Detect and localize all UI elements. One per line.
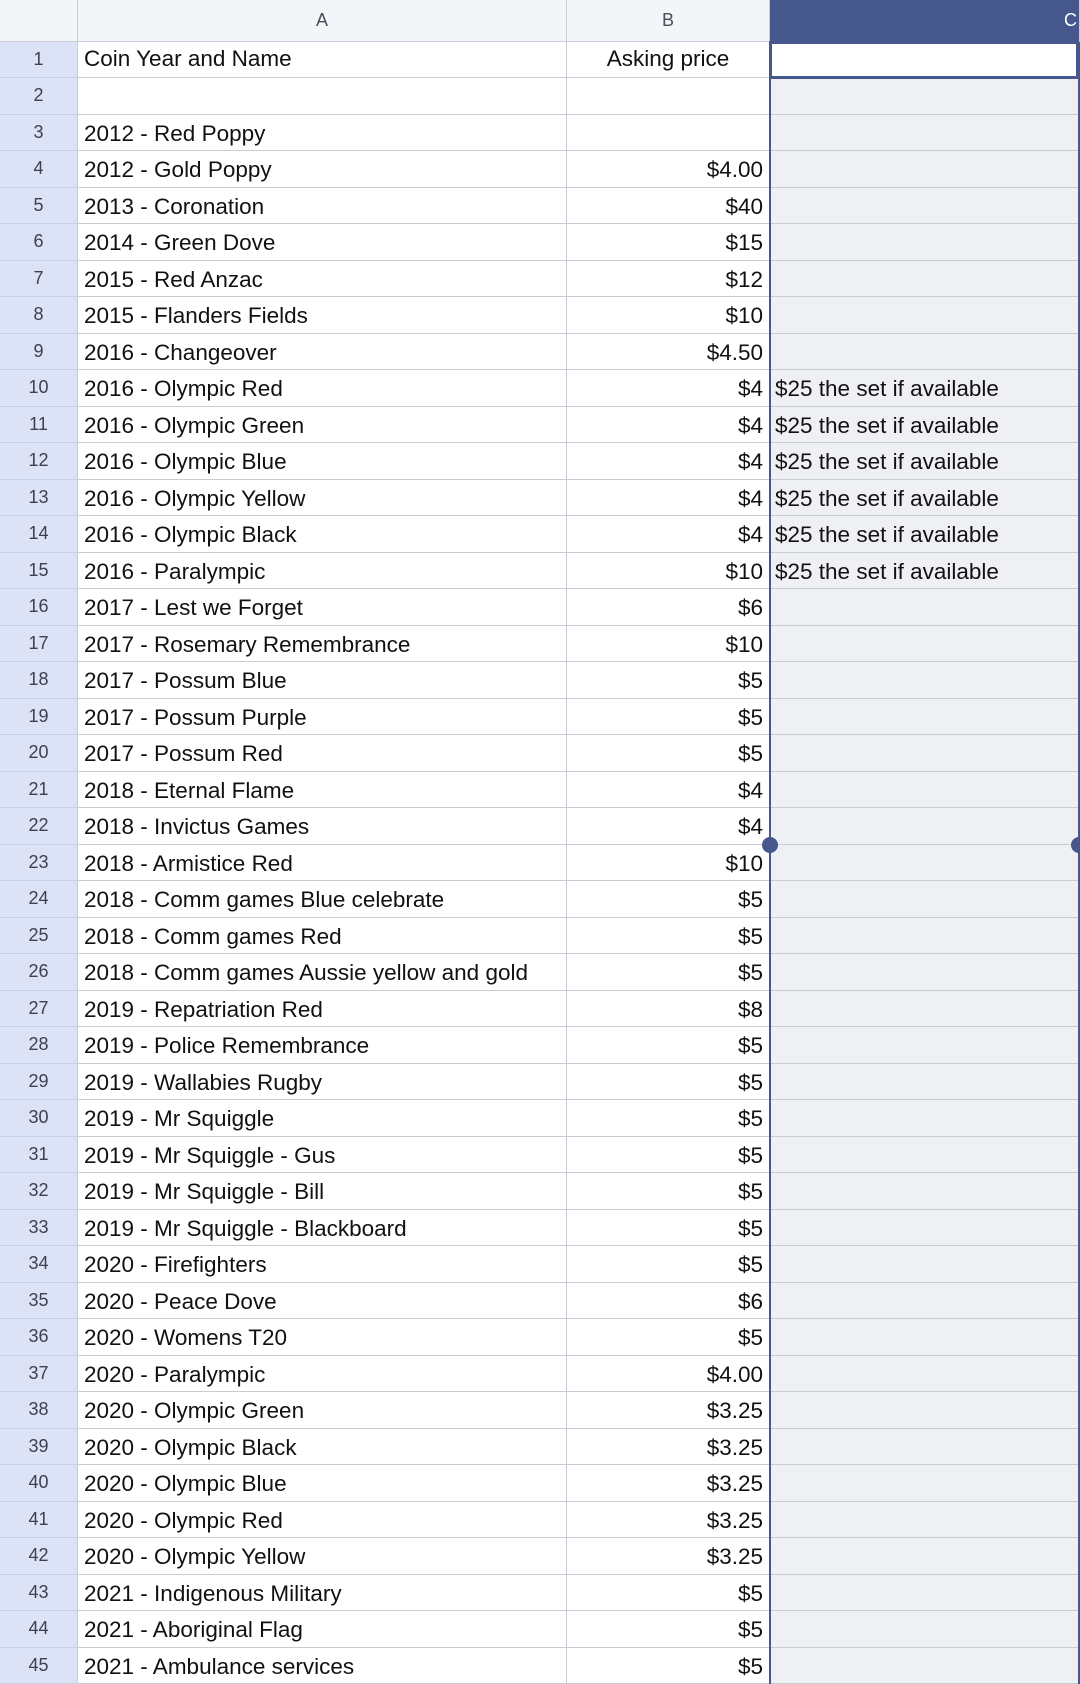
row-header[interactable]: 16 [0,589,78,626]
row-header[interactable]: 34 [0,1246,78,1283]
note-cell[interactable] [770,1575,1080,1612]
column-header-a[interactable]: A [78,0,567,42]
row-header[interactable]: 29 [0,1064,78,1101]
row-header[interactable]: 24 [0,881,78,918]
asking-price-cell[interactable]: $5 [567,881,770,918]
row-header[interactable]: 26 [0,954,78,991]
row-header[interactable]: 2 [0,78,78,115]
coin-name-cell[interactable]: 2016 - Changeover [78,334,567,371]
asking-price-cell[interactable]: $5 [567,1137,770,1174]
header-coin-name-cell[interactable]: Coin Year and Name [78,42,567,78]
coin-name-cell[interactable]: 2016 - Olympic Blue [78,443,567,480]
row-header[interactable]: 39 [0,1429,78,1466]
asking-price-cell[interactable]: $3.25 [567,1429,770,1466]
row-header[interactable]: 43 [0,1575,78,1612]
row-header[interactable]: 20 [0,735,78,772]
asking-price-cell[interactable]: $15 [567,224,770,261]
note-cell[interactable]: $25 the set if available [770,516,1080,553]
note-cell[interactable] [770,115,1080,152]
header-asking-price-cell[interactable]: Asking price [567,42,770,78]
coin-name-cell[interactable]: 2012 - Gold Poppy [78,151,567,188]
asking-price-cell[interactable]: $3.25 [567,1465,770,1502]
asking-price-cell[interactable]: $5 [567,662,770,699]
coin-name-cell[interactable]: 2014 - Green Dove [78,224,567,261]
note-cell[interactable] [770,991,1080,1028]
asking-price-cell[interactable]: $3.25 [567,1392,770,1429]
note-cell[interactable] [770,1356,1080,1393]
coin-name-cell[interactable]: 2020 - Olympic Blue [78,1465,567,1502]
asking-price-cell[interactable] [567,115,770,152]
coin-name-cell[interactable]: 2020 - Womens T20 [78,1319,567,1356]
note-cell[interactable] [770,334,1080,371]
asking-price-cell[interactable]: $5 [567,1100,770,1137]
asking-price-cell[interactable]: $5 [567,1246,770,1283]
note-cell[interactable] [770,954,1080,991]
asking-price-cell[interactable]: $4 [567,370,770,407]
coin-name-cell[interactable]: 2020 - Olympic Yellow [78,1538,567,1575]
note-cell[interactable] [770,808,1080,845]
note-cell[interactable]: $25 the set if available [770,443,1080,480]
asking-price-cell[interactable] [567,78,770,115]
column-header-b[interactable]: B [567,0,770,42]
note-cell[interactable] [770,1137,1080,1174]
note-cell[interactable]: $25 the set if available [770,553,1080,590]
row-header[interactable]: 6 [0,224,78,261]
coin-name-cell[interactable]: 2020 - Olympic Black [78,1429,567,1466]
note-cell[interactable] [770,297,1080,334]
coin-name-cell[interactable]: 2020 - Olympic Red [78,1502,567,1539]
coin-name-cell[interactable]: 2020 - Peace Dove [78,1283,567,1320]
coin-name-cell[interactable]: 2019 - Repatriation Red [78,991,567,1028]
row-header[interactable]: 41 [0,1502,78,1539]
note-cell[interactable] [770,1465,1080,1502]
note-cell[interactable] [770,1100,1080,1137]
row-header[interactable]: 4 [0,151,78,188]
coin-name-cell[interactable]: 2017 - Possum Red [78,735,567,772]
note-cell[interactable] [770,918,1080,955]
coin-name-cell[interactable]: 2018 - Comm games Red [78,918,567,955]
asking-price-cell[interactable]: $4.00 [567,1356,770,1393]
asking-price-cell[interactable]: $10 [567,845,770,882]
note-cell[interactable] [770,151,1080,188]
asking-price-cell[interactable]: $5 [567,954,770,991]
asking-price-cell[interactable]: $4.00 [567,151,770,188]
asking-price-cell[interactable]: $8 [567,991,770,1028]
asking-price-cell[interactable]: $12 [567,261,770,298]
coin-name-cell[interactable]: 2020 - Paralympic [78,1356,567,1393]
row-header[interactable]: 9 [0,334,78,371]
row-header[interactable]: 7 [0,261,78,298]
row-header[interactable]: 38 [0,1392,78,1429]
asking-price-cell[interactable]: $6 [567,1283,770,1320]
coin-name-cell[interactable]: 2017 - Possum Blue [78,662,567,699]
row-header[interactable]: 23 [0,845,78,882]
column-header-c[interactable]: C [770,0,1080,42]
asking-price-cell[interactable]: $5 [567,735,770,772]
asking-price-cell[interactable]: $6 [567,589,770,626]
note-cell[interactable] [770,1611,1080,1648]
row-header[interactable]: 35 [0,1283,78,1320]
row-header[interactable]: 13 [0,480,78,517]
note-cell[interactable] [770,589,1080,626]
asking-price-cell[interactable]: $4 [567,407,770,444]
asking-price-cell[interactable]: $5 [567,1173,770,1210]
row-header[interactable]: 1 [0,42,78,78]
note-cell[interactable] [770,881,1080,918]
asking-price-cell[interactable]: $5 [567,699,770,736]
row-header[interactable]: 27 [0,991,78,1028]
row-header[interactable]: 21 [0,772,78,809]
coin-name-cell[interactable]: 2015 - Flanders Fields [78,297,567,334]
coin-name-cell[interactable]: 2013 - Coronation [78,188,567,225]
row-header[interactable]: 8 [0,297,78,334]
note-cell[interactable] [770,626,1080,663]
asking-price-cell[interactable]: $4 [567,808,770,845]
note-cell[interactable] [770,1392,1080,1429]
note-cell[interactable] [770,1502,1080,1539]
asking-price-cell[interactable]: $5 [567,1319,770,1356]
coin-name-cell[interactable]: 2016 - Olympic Red [78,370,567,407]
row-header[interactable]: 30 [0,1100,78,1137]
selection-handle-left[interactable] [762,837,778,853]
selection-handle-right[interactable] [1071,837,1080,853]
note-cell[interactable] [770,224,1080,261]
coin-name-cell[interactable]: 2020 - Firefighters [78,1246,567,1283]
note-cell[interactable]: $25 the set if available [770,480,1080,517]
asking-price-cell[interactable]: $3.25 [567,1502,770,1539]
coin-name-cell[interactable]: 2019 - Wallabies Rugby [78,1064,567,1101]
active-cell-c1[interactable] [769,41,1079,79]
coin-name-cell[interactable]: 2019 - Mr Squiggle - Blackboard [78,1210,567,1247]
note-cell[interactable] [770,1173,1080,1210]
row-header[interactable]: 22 [0,808,78,845]
coin-name-cell[interactable]: 2021 - Ambulance services [78,1648,567,1684]
row-header[interactable]: 3 [0,115,78,152]
note-cell[interactable] [770,261,1080,298]
asking-price-cell[interactable]: $4 [567,516,770,553]
row-header[interactable]: 36 [0,1319,78,1356]
coin-name-cell[interactable]: 2021 - Indigenous Military [78,1575,567,1612]
coin-name-cell[interactable]: 2021 - Aboriginal Flag [78,1611,567,1648]
note-cell[interactable] [770,78,1080,115]
coin-name-cell[interactable]: 2018 - Eternal Flame [78,772,567,809]
row-header[interactable]: 19 [0,699,78,736]
row-header[interactable]: 15 [0,553,78,590]
asking-price-cell[interactable]: $4 [567,443,770,480]
note-cell[interactable] [770,772,1080,809]
note-cell[interactable] [770,699,1080,736]
note-cell[interactable] [770,735,1080,772]
asking-price-cell[interactable]: $4 [567,480,770,517]
note-cell[interactable] [770,1648,1080,1684]
row-header[interactable]: 5 [0,188,78,225]
asking-price-cell[interactable]: $5 [567,1027,770,1064]
note-cell[interactable] [770,1064,1080,1101]
asking-price-cell[interactable]: $3.25 [567,1538,770,1575]
coin-name-cell[interactable]: 2018 - Comm games Aussie yellow and gold [78,954,567,991]
note-cell[interactable] [770,1210,1080,1247]
asking-price-cell[interactable]: $5 [567,1210,770,1247]
coin-name-cell[interactable]: 2019 - Police Remembrance [78,1027,567,1064]
asking-price-cell[interactable]: $10 [567,626,770,663]
coin-name-cell[interactable]: 2019 - Mr Squiggle - Bill [78,1173,567,1210]
coin-name-cell[interactable]: 2018 - Comm games Blue celebrate [78,881,567,918]
asking-price-cell[interactable]: $5 [567,1575,770,1612]
coin-name-cell[interactable] [78,78,567,115]
row-header[interactable]: 33 [0,1210,78,1247]
row-header[interactable]: 18 [0,662,78,699]
asking-price-cell[interactable]: $4.50 [567,334,770,371]
coin-name-cell[interactable]: 2016 - Paralympic [78,553,567,590]
note-cell[interactable] [770,1027,1080,1064]
note-cell[interactable] [770,1283,1080,1320]
asking-price-cell[interactable]: $10 [567,553,770,590]
row-header[interactable]: 28 [0,1027,78,1064]
coin-name-cell[interactable]: 2017 - Possum Purple [78,699,567,736]
selection-border-left [769,42,771,1684]
row-header[interactable]: 12 [0,443,78,480]
select-all-corner[interactable] [0,0,78,42]
coin-name-cell[interactable]: 2017 - Lest we Forget [78,589,567,626]
row-header[interactable]: 40 [0,1465,78,1502]
asking-price-cell[interactable]: $40 [567,188,770,225]
note-cell[interactable] [770,662,1080,699]
row-header[interactable]: 10 [0,370,78,407]
note-cell[interactable]: $25 the set if available [770,370,1080,407]
row-header[interactable]: 14 [0,516,78,553]
note-cell[interactable] [770,845,1080,882]
coin-name-cell[interactable]: 2015 - Red Anzac [78,261,567,298]
note-cell[interactable] [770,1319,1080,1356]
coin-name-cell[interactable]: 2012 - Red Poppy [78,115,567,152]
asking-price-cell[interactable]: $5 [567,918,770,955]
asking-price-cell[interactable]: $10 [567,297,770,334]
coin-name-cell[interactable]: 2016 - Olympic Black [78,516,567,553]
note-cell[interactable] [770,1246,1080,1283]
asking-price-cell[interactable]: $5 [567,1611,770,1648]
asking-price-cell[interactable]: $5 [567,1064,770,1101]
row-header[interactable]: 25 [0,918,78,955]
coin-name-cell[interactable]: 2019 - Mr Squiggle - Gus [78,1137,567,1174]
note-cell[interactable] [770,1538,1080,1575]
note-cell[interactable]: $25 the set if available [770,407,1080,444]
note-cell[interactable] [770,188,1080,225]
coin-name-cell[interactable]: 2020 - Olympic Green [78,1392,567,1429]
coin-name-cell[interactable]: 2018 - Armistice Red [78,845,567,882]
row-header[interactable]: 32 [0,1173,78,1210]
asking-price-cell[interactable]: $4 [567,772,770,809]
asking-price-cell[interactable]: $5 [567,1648,770,1684]
row-header[interactable]: 42 [0,1538,78,1575]
row-header[interactable]: 45 [0,1648,78,1684]
coin-name-cell[interactable]: 2019 - Mr Squiggle [78,1100,567,1137]
coin-name-cell[interactable]: 2016 - Olympic Green [78,407,567,444]
row-header[interactable]: 44 [0,1611,78,1648]
coin-name-cell[interactable]: 2016 - Olympic Yellow [78,480,567,517]
note-cell[interactable] [770,1429,1080,1466]
row-header[interactable]: 17 [0,626,78,663]
row-header[interactable]: 31 [0,1137,78,1174]
row-header[interactable]: 11 [0,407,78,444]
coin-name-cell[interactable]: 2017 - Rosemary Remembrance [78,626,567,663]
coin-name-cell[interactable]: 2018 - Invictus Games [78,808,567,845]
row-header[interactable]: 37 [0,1356,78,1393]
